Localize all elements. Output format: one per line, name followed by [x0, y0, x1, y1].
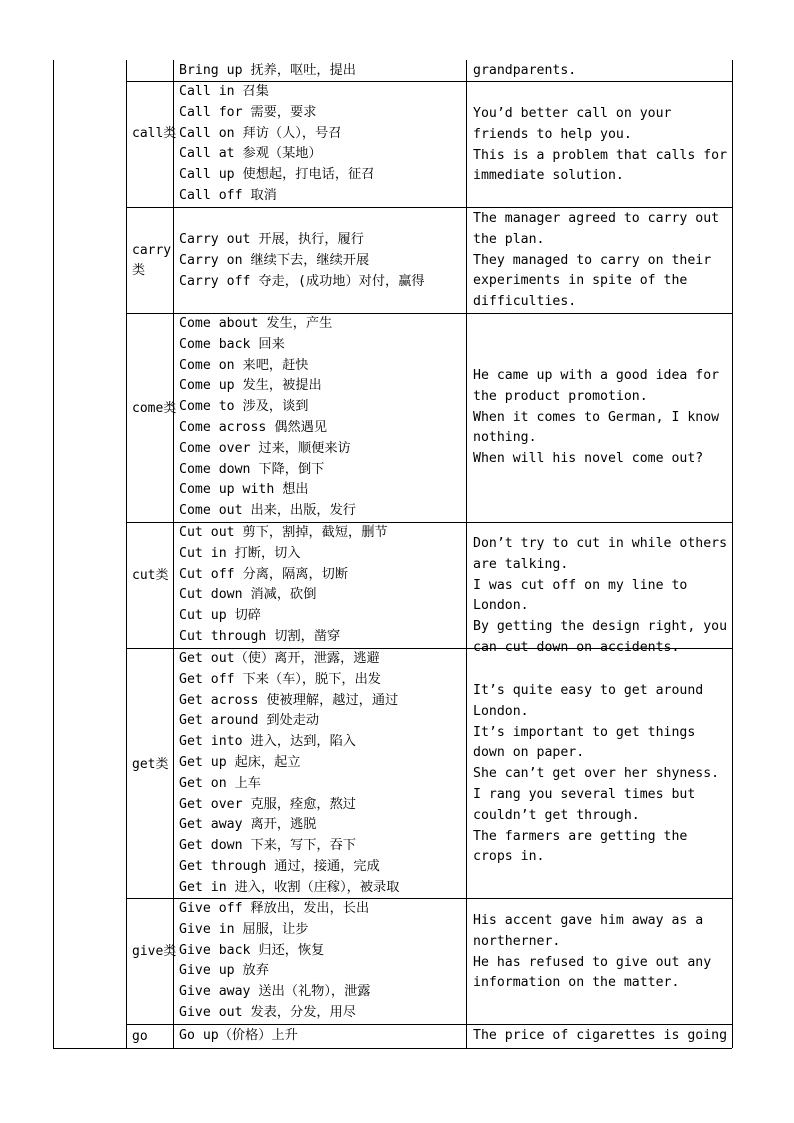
phrase-item: Get out（使）离开，泄露，逃避 [179, 651, 380, 666]
example-sentence: They managed to carry on their experiments in spite of the difficulties. [473, 252, 712, 310]
phrase-item: Get away 离开，逃脱 [179, 817, 317, 833]
phrase-item: Get through 通过，接通，完成 [179, 858, 380, 874]
phrase-item: Cut off 分离，隔离，切断 [179, 566, 349, 582]
phrase-list [173, 899, 370, 1024]
phrase-item: Get off 下来（车），脱下，出发 [179, 671, 381, 687]
example-list [466, 1026, 732, 1047]
phrase-list [173, 230, 425, 292]
phrase-item: Come on 来吧，赶快 [179, 357, 309, 373]
phrase-item: Get up 起床，起立 [179, 754, 301, 770]
example-sentence: His accent gave him away as a northerner. [473, 913, 704, 949]
phrase-list [173, 82, 374, 207]
example-sentence: She can’t get over her shyness. [473, 766, 720, 782]
example-sentence: It’s quite easy to get around London. [473, 683, 704, 719]
phrase-item: Come back 回来 [179, 336, 285, 352]
example-sentence: He has refused to give out any information on the matter. [473, 954, 712, 991]
table-bottom-border [53, 1048, 732, 1049]
phrase-item: Carry off 夺走，(成功地）对付，赢得 [179, 273, 425, 289]
phrase-item: Come out 出来，出版，发行 [179, 503, 356, 519]
phrase-list [173, 523, 388, 648]
phrase-item: Give away 送出（礼物），泄露 [179, 984, 371, 1000]
phrase-item: Call in 召集 [179, 84, 269, 99]
category-label: give类 [132, 944, 177, 959]
example-sentence: I rang you several times but couldn’t get through. [473, 786, 696, 823]
phrase-list [173, 314, 356, 522]
phrase-item: Cut in 打断，切入 [179, 545, 301, 561]
example-list [466, 911, 732, 994]
outer-left-border [53, 60, 54, 1048]
row-separator [126, 207, 732, 208]
category-label: call类 [132, 126, 177, 141]
category-label: get类 [132, 757, 169, 772]
phrase-item: Call at 参观（某地） [179, 146, 322, 162]
phrase-list [173, 649, 399, 899]
phrase-item: Give back 归还，恢复 [179, 942, 325, 958]
example-sentence: He came up with a good idea for the product promotion. [473, 368, 720, 404]
category-label: carry类 [132, 243, 172, 278]
example-list [466, 366, 732, 470]
phrase-item: Go up（价格）上升 [179, 1028, 298, 1043]
example-sentence: The manager agreed to carry out the plan. [473, 211, 720, 247]
category-label: cut类 [132, 568, 169, 583]
phrase-item: Give out 发表，分发，用尽 [179, 1004, 356, 1020]
example-sentence: This is a problem that calls for immediate solution. [473, 147, 728, 184]
phrase-item: Come down 下降，倒下 [179, 461, 325, 477]
example-sentence: When will his novel come out? [473, 451, 704, 467]
phrase-item: Get into 进入，达到，陷入 [179, 734, 356, 750]
column-divider-1 [126, 60, 127, 1048]
phrase-item: Get down 下来，写下，吞下 [179, 838, 356, 854]
phrase-item: Come across 偶然遇见 [179, 419, 328, 435]
phrase-item: Call up 使想起，打电话，征召 [179, 167, 375, 183]
phrase-item: Cut up 切碎 [179, 608, 261, 624]
phrase-item: Carry on 继续下去，继续开展 [179, 252, 370, 268]
phrase-item: Cut out 剪下，割掉，截短，删节 [179, 525, 388, 540]
phrase-item: Come up 发生，被提出 [179, 378, 322, 394]
phrase-item: Get across 使被理解，越过，通过 [179, 692, 399, 708]
example-sentence: It’s important to get things down on paper. [473, 724, 696, 761]
phrase-item: Cut through 切割，凿穿 [179, 628, 341, 644]
phrasal-verb-table [53, 60, 732, 1048]
example-sentence: Don’t try to cut in while others are talking. [473, 536, 728, 572]
example-list [466, 534, 732, 659]
phrase-item: Get around 到处走动 [179, 713, 320, 729]
example-sentence: grandparents. [473, 63, 577, 78]
phrase-item: Come about 发生，产生 [179, 316, 333, 331]
phrase-item: Call off 取消 [179, 187, 277, 203]
example-sentence: When it comes to German, I know nothing. [473, 409, 720, 446]
example-list [466, 104, 732, 187]
phrase-item: Get on 上车 [179, 775, 261, 791]
phrase-item: Give off 释放出，发出，长出 [179, 901, 370, 916]
phrase-item: Come up with 想出 [179, 482, 309, 498]
phrase-list [173, 1026, 298, 1047]
phrase-item: Bring up 抚养，呕吐，提出 [179, 63, 356, 78]
phrase-item: Carry out 开展，执行，履行 [179, 232, 364, 247]
example-sentence: I was cut off on my line to London. [473, 577, 688, 614]
example-sentence: By getting the design right, you can cut down on accidents. [473, 619, 728, 655]
example-sentence: The farmers are getting the crops in. [473, 828, 688, 865]
example-list [466, 681, 732, 868]
phrase-item: Come over 过来，顺便来访 [179, 440, 351, 456]
phrase-item: Cut down 消减，砍倒 [179, 587, 317, 603]
phrase-item: Give up 放弃 [179, 963, 269, 979]
phrase-item: Call on 拜访（人），号召 [179, 125, 342, 141]
phrase-item: Get over 克服，痊愈，熬过 [179, 796, 356, 812]
phrase-item: Come to 涉及，谈到 [179, 399, 309, 415]
example-sentence: The price of cigarettes is going [473, 1028, 728, 1043]
phrase-item: Give in 屈服，让步 [179, 921, 309, 937]
phrase-list [173, 61, 356, 82]
phrase-item: Get in 进入，收割（庄稼），被录取 [179, 879, 400, 895]
example-list [466, 61, 732, 82]
example-sentence: You’d better call on your friends to help you. [473, 106, 672, 142]
column-divider-4 [732, 60, 733, 1048]
category-label: come类 [132, 401, 177, 416]
phrase-item: Call for 需要，要求 [179, 104, 317, 120]
example-list [466, 209, 732, 313]
row-separator [126, 1024, 732, 1025]
category-label: go [132, 1029, 148, 1044]
